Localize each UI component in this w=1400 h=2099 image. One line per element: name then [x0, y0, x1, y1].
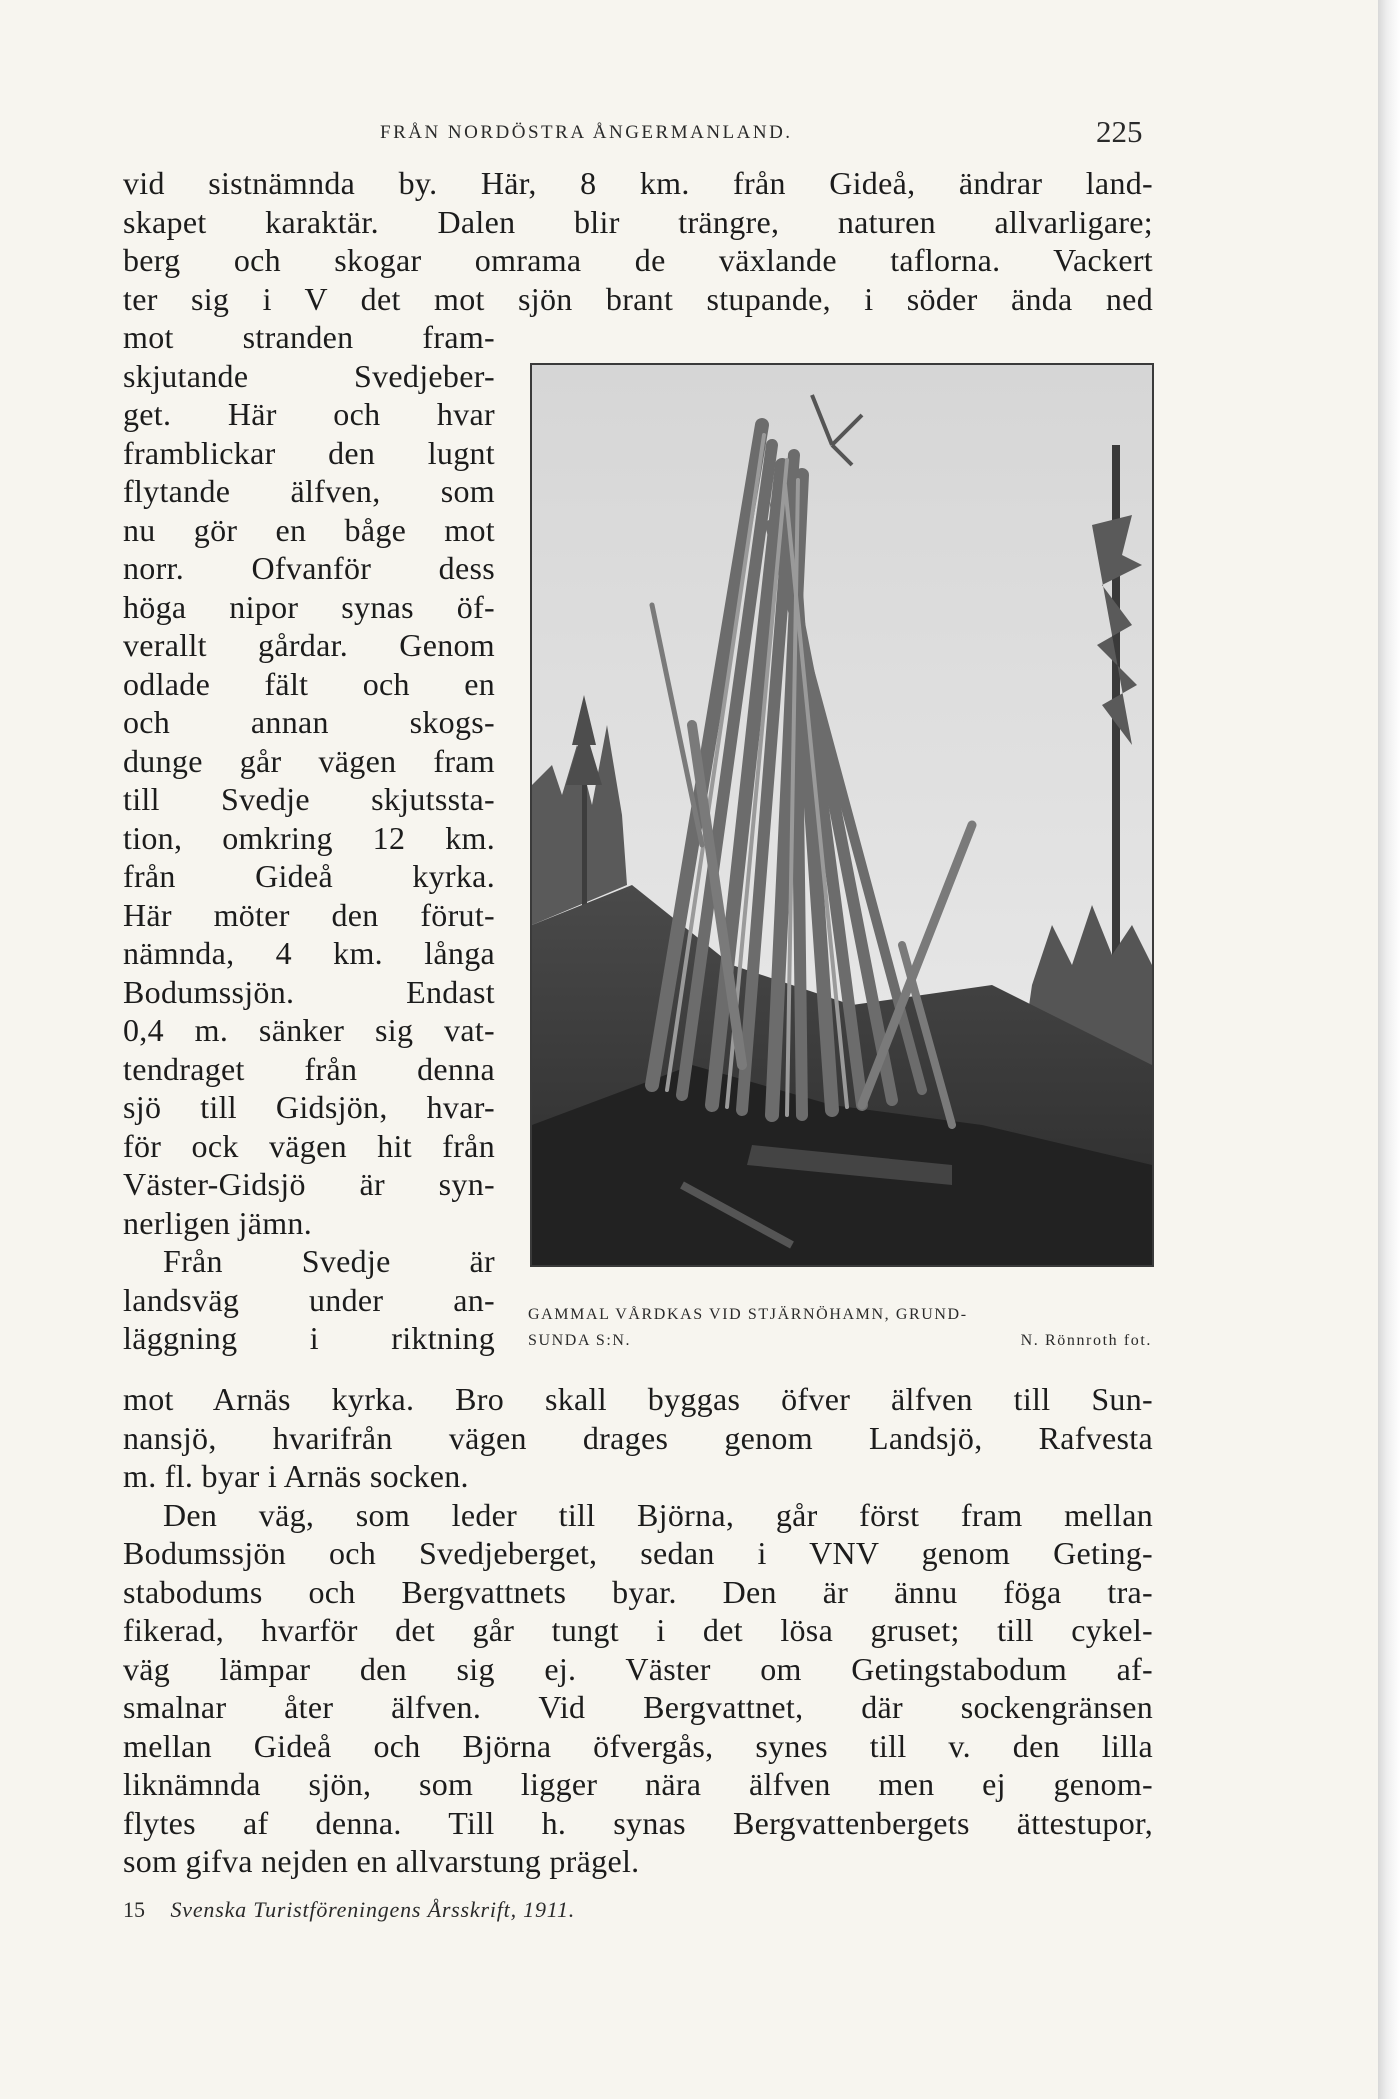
text-line: som gifva nejden en allvarstung prägel.	[123, 1843, 640, 1879]
text-line: Bodumssjön och Svedjeberget, sedan i VNV genom Geting-	[123, 1535, 1153, 1571]
body-text-column	[123, 318, 495, 1358]
text-line: höga nipor synas öf-	[123, 588, 495, 625]
text-line: get. Här och hvar	[123, 396, 495, 432]
text-line: berg och skogar omrama de växlande taflorna. Vackert	[123, 242, 1153, 278]
text-line: stabodums och Bergvattnets byar. Den är ännu föga tra-	[123, 1573, 1153, 1610]
text-line: mot stranden fram-	[123, 319, 495, 355]
text-line: liknämnda sjön, som ligger nära älfven men ej genom-	[123, 1766, 1153, 1802]
text-line: norr. Ofvanför dess	[123, 550, 495, 586]
text-line: tendraget från denna	[123, 1050, 495, 1087]
text-line: m. fl. byar i Arnäs socken.	[123, 1458, 469, 1494]
text-line: Bodumssjön. Endast	[123, 973, 495, 1010]
signature-number: 15	[123, 1897, 145, 1922]
text-line: dunge går vägen fram	[123, 742, 495, 779]
text-line: och annan skogs-	[123, 704, 495, 740]
text-line: Från Svedje är	[163, 1243, 495, 1279]
text-line: landsväg under an-	[123, 1281, 495, 1318]
page-number: 225	[1096, 114, 1143, 149]
text-line: 0,4 m. sänker sig vat-	[123, 1012, 495, 1048]
text-line: fikerad, hvarför det går tungt i det lösa gruset; till cykel-	[123, 1612, 1153, 1648]
text-line: verallt gårdar. Genom	[123, 627, 495, 663]
photo-credit: N. Rönnroth fot.	[1020, 1332, 1152, 1349]
text-line: Den väg, som leder till Björna, går först fram mellan	[163, 1496, 1153, 1533]
beacon-illustration	[532, 365, 1152, 1265]
text-line: ter sig i V det mot sjön brant stupande, i söder ända ned	[123, 280, 1153, 317]
text-line: från Gideå kyrka.	[123, 858, 495, 894]
text-line: mellan Gideå och Björna öfvergås, synes till v. den lilla	[123, 1727, 1153, 1764]
running-header: FRÅN NORDÖSTRA ÅNGERMANLAND.	[380, 122, 793, 143]
text-line: skjutande Svedjeber-	[123, 357, 495, 394]
text-line: sjö till Gidsjön, hvar-	[123, 1089, 495, 1125]
caption-line-1: GAMMAL VÅRDKAS VID STJÄRNÖHAMN, GRUND-	[528, 1306, 968, 1323]
body-text-bottom	[123, 1380, 1153, 1881]
text-line: vid sistnämnda by. Här, 8 km. från Gideå, ändrar land-	[123, 165, 1153, 201]
text-line: skapet karaktär. Dalen blir trängre, naturen allvarligare;	[123, 203, 1153, 240]
text-line: smalnar åter älfven. Vid Bergvattnet, där sockengränsen	[123, 1689, 1153, 1725]
text-line: läggning i riktning	[123, 1320, 495, 1356]
page-footer	[123, 1897, 575, 1923]
text-line: odlade fält och en	[123, 665, 495, 702]
text-line: väg lämpar den sig ej. Väster om Getingstabodum af-	[123, 1650, 1153, 1687]
photo-caption	[528, 1302, 1152, 1354]
text-line: nerligen jämn.	[123, 1204, 313, 1241]
footer-source: Svenska Turistföreningens Årsskrift, 1911.	[170, 1897, 576, 1922]
text-line: tion, omkring 12 km.	[123, 819, 495, 856]
body-text-top	[123, 164, 1153, 318]
text-line: nansjö, hvarifrån vägen drages genom Landsjö, Rafvesta	[123, 1419, 1153, 1456]
caption-line-2: SUNDA S:N.	[528, 1332, 632, 1349]
text-line: nämnda, 4 km. långa	[123, 935, 495, 971]
text-line: till Svedje skjutssta-	[123, 781, 495, 817]
text-line: flytande älfven, som	[123, 473, 495, 509]
text-line: mot Arnäs kyrka. Bro skall byggas öfver älfven till Sun-	[123, 1381, 1153, 1417]
text-line: nu gör en båge mot	[123, 511, 495, 548]
text-line: Här möter den förut-	[123, 896, 495, 933]
text-line: för ock vägen hit från	[123, 1127, 495, 1164]
photograph-beacon	[530, 363, 1154, 1267]
text-line: framblickar den lugnt	[123, 434, 495, 471]
text-line: flytes af denna. Till h. synas Bergvattenbergets ättestupor,	[123, 1804, 1153, 1841]
page-edge	[1378, 0, 1400, 2099]
text-line: Väster-Gidsjö är syn-	[123, 1166, 495, 1202]
